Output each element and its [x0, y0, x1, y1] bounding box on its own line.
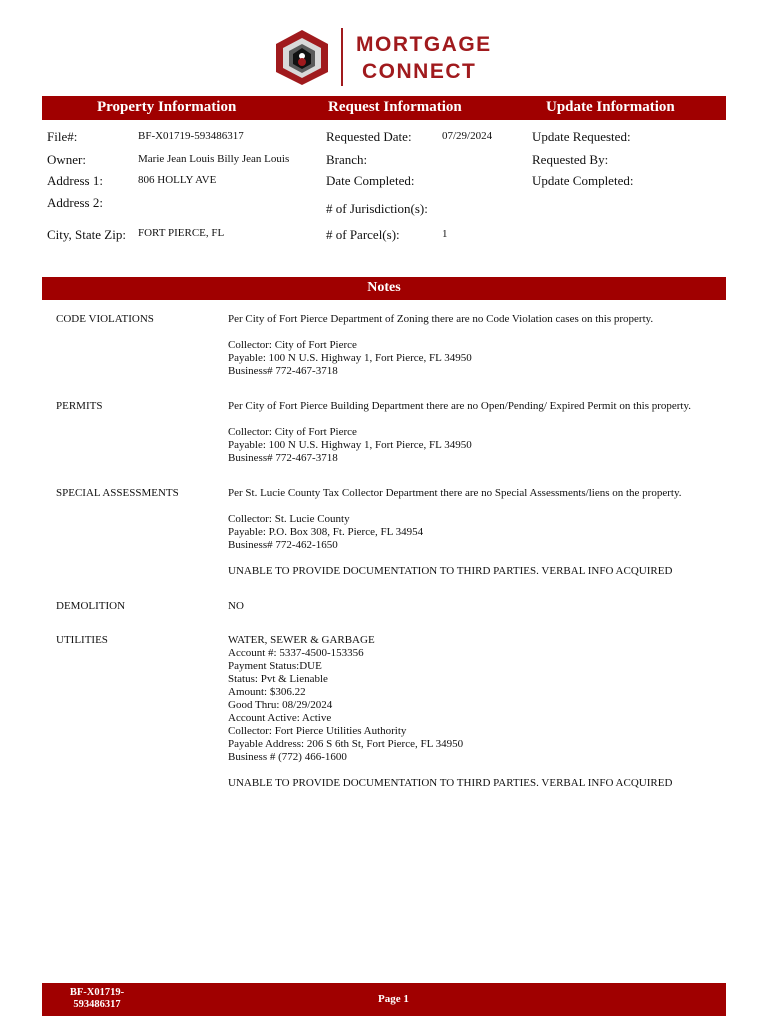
- file-value: BF-X01719-593486317: [138, 130, 244, 142]
- update-requested-label: Update Requested:: [532, 129, 631, 144]
- special-assessments-label: SPECIAL ASSESSMENTS: [56, 487, 179, 499]
- page-footer: [42, 983, 726, 1016]
- property-information-heading: Property Information: [97, 99, 237, 115]
- request-information-heading: Request Information: [328, 99, 462, 115]
- permits-label: PERMITS: [56, 400, 103, 412]
- requested-date-label: Requested Date:: [326, 129, 412, 144]
- mortgage-connect-logo: [272, 28, 522, 90]
- update-information-heading: Update Information: [546, 99, 675, 115]
- owner-label: Owner:: [47, 152, 86, 167]
- demolition-value: NO: [228, 600, 244, 612]
- utilities-label: UTILITIES: [56, 634, 108, 646]
- notes-header-band: [42, 277, 726, 300]
- parcel-count-value: 1: [442, 228, 448, 240]
- requested-date-value: 07/29/2024: [442, 130, 493, 142]
- section-header-band: [42, 96, 726, 120]
- city-state-zip-label: City, State Zip:: [47, 227, 126, 242]
- parcel-count-label: # of Parcel(s):: [326, 227, 400, 242]
- owner-value: Marie Jean Louis Billy Jean Louis: [138, 153, 290, 165]
- address1-value: 806 HOLLY AVE: [138, 174, 217, 186]
- house-shield-icon: [272, 28, 332, 86]
- date-completed-label: Date Completed:: [326, 173, 415, 188]
- permits-text: Per City of Fort Pierce Building Department there are no Open/Pending/ Expired Permit on this property. Collector: City of Fort Pierce Payable: 100 N U.S. Highway 1, Fort Pierce, FL 34950 Business# 772-467-3718: [228, 400, 692, 464]
- code-violations-label: CODE VIOLATIONS: [56, 313, 154, 325]
- jurisdiction-count-label: # of Jurisdiction(s):: [326, 201, 428, 216]
- update-completed-label: Update Completed:: [532, 173, 634, 188]
- notes-heading: Notes: [367, 280, 401, 295]
- branch-label: Branch:: [326, 152, 368, 167]
- city-state-zip-value: FORT PIERCE, FL: [138, 227, 225, 239]
- code-violations-text: Per City of Fort Pierce Department of Zoning there are no Code Violation cases on this property. Collector: City of Fort Pierce Payable: 100 N U.S. Highway 1, Fort Pierce, FL 34950 Business# 772-467-3718: [228, 313, 654, 377]
- logo-text: MORTGAGE CONNECT: [356, 33, 492, 83]
- demolition-label: DEMOLITION: [56, 600, 126, 612]
- footer-file-number: BF-X01719- 593486317: [69, 987, 125, 1010]
- requested-by-label: Requested By:: [532, 152, 609, 167]
- utilities-text: WATER, SEWER & GARBAGE Account #: 5337-4500-153356 Payment Status:DUE Status: Pvt & Lienable Amount: $306.22 Good Thru: 08/29/2024 Account Active: Active Collector: Fort Pierce Utilities Authority Payable Address: 206 S 6th St, Fort Pierce, FL 34950 Business # (772) 466-1600 UNABLE TO PROVIDE DOCUMENTATION TO THIRD PARTIES. VERBAL INFO ACQUIRED: [228, 634, 673, 789]
- address1-label: Address 1:: [47, 173, 103, 188]
- file-label: File#:: [47, 129, 78, 144]
- address2-label: Address 2:: [47, 195, 103, 210]
- logo-divider: [341, 28, 343, 86]
- special-assessments-text: Per St. Lucie County Tax Collector Department there are no Special Assessments/liens on the property. Collector: St. Lucie County Payable: P.O. Box 308, Ft. Pierce, FL 34954 Business# 772-462-1650 UNABLE TO PROVIDE DOCUMENTATION TO THIRD PARTIES. VERBAL INFO ACQUIRED: [228, 487, 682, 577]
- page-number: Page 1: [378, 993, 409, 1005]
